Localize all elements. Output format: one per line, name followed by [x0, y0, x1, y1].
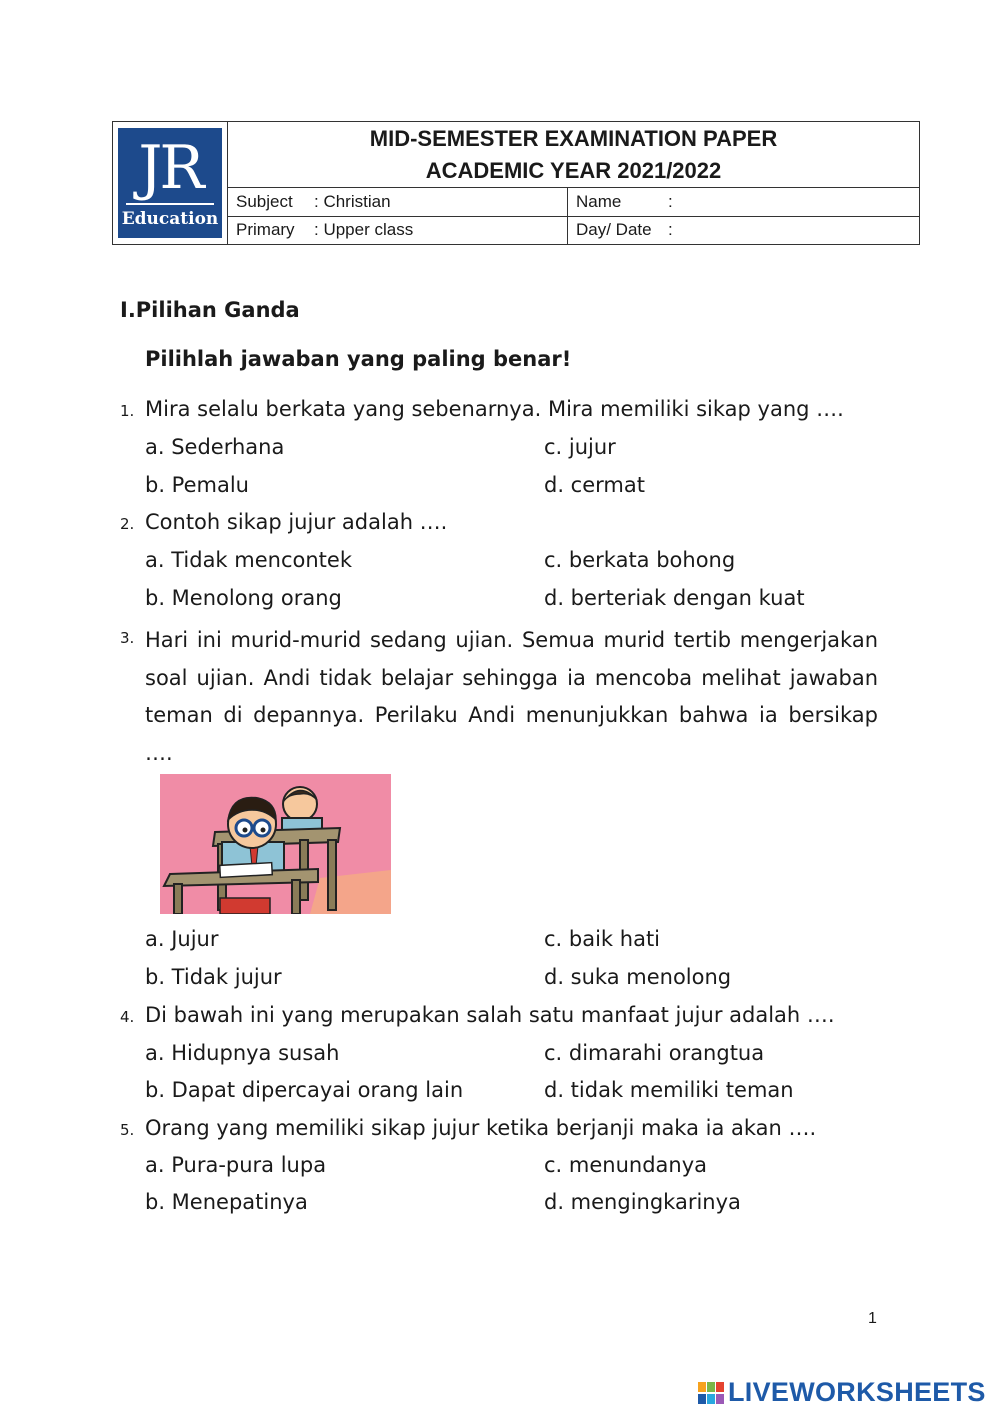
q3-option-b[interactable]: b. Tidak jujur: [145, 965, 282, 989]
q2-option-b[interactable]: b. Menolong orang: [145, 586, 342, 610]
q1-option-c[interactable]: c. jujur: [544, 435, 616, 459]
q2-option-a[interactable]: a. Tidak mencontek: [145, 548, 352, 572]
logo-subtext: Education: [121, 209, 219, 229]
liveworksheets-text: LIVEWORKSHEETS: [728, 1377, 986, 1407]
page-number: 1: [868, 1310, 877, 1327]
q5-option-c[interactable]: c. menundanya: [544, 1153, 708, 1177]
logo-text: JR: [138, 133, 202, 203]
q4-option-a[interactable]: a. Hidupnya susah: [145, 1041, 340, 1065]
question-2-number: 2.: [120, 515, 135, 533]
students-cheating-illustration: [160, 774, 391, 914]
question-5-text: Orang yang memiliki sikap jujur ketika berjanji maka ia akan ….: [145, 1116, 817, 1140]
exam-header: [112, 121, 920, 245]
question-1-number: 1.: [120, 402, 135, 420]
logo-cell: [113, 122, 228, 244]
subject-label: Subject: [236, 191, 293, 211]
primary-label: Primary: [236, 220, 295, 240]
q1-option-a[interactable]: a. Sederhana: [145, 435, 285, 459]
section-heading: I.Pilihan Ganda: [120, 298, 300, 322]
logo-divider: [126, 203, 214, 205]
title-line-2: ACADEMIC YEAR 2021/2022: [425, 157, 722, 183]
info-row-2: [228, 216, 919, 245]
liveworksheets-logo-icon: [698, 1382, 724, 1404]
q1-option-d[interactable]: d. cermat: [544, 473, 645, 497]
title-line-1: MID-SEMESTER EXAMINATION PAPER: [369, 125, 778, 151]
date-cell[interactable]: [568, 217, 919, 245]
q4-option-b[interactable]: b. Dapat dipercayai orang lain: [145, 1078, 464, 1102]
primary-cell: [228, 217, 568, 245]
info-row-1: [228, 188, 919, 216]
subject-cell: [228, 188, 568, 216]
question-4-number: 4.: [120, 1008, 135, 1026]
question-3-number: 3.: [120, 629, 135, 647]
q2-option-d[interactable]: d. berteriak dengan kuat: [544, 586, 805, 610]
name-label: Name: [576, 191, 622, 211]
q4-option-d[interactable]: d. tidak memiliki teman: [544, 1078, 794, 1102]
name-value: :: [668, 191, 673, 211]
date-value: :: [668, 220, 673, 240]
q1-option-b[interactable]: b. Pemalu: [145, 473, 249, 497]
q2-option-c[interactable]: c. berkata bohong: [544, 548, 736, 572]
question-4-text: Di bawah ini yang merupakan salah satu manfaat jujur adalah ….: [145, 1003, 835, 1027]
question-2-text: Contoh sikap jujur adalah ….: [145, 510, 448, 534]
question-1-text: Mira selalu berkata yang sebenarnya. Mira memiliki sikap yang ….: [145, 397, 844, 421]
q5-option-a[interactable]: a. Pura-pura lupa: [145, 1153, 327, 1177]
name-cell[interactable]: [568, 188, 919, 216]
q5-option-d[interactable]: d. mengingkarinya: [544, 1190, 741, 1214]
q3-option-d[interactable]: d. suka menolong: [544, 965, 732, 989]
subject-value: : Christian: [314, 191, 391, 211]
jr-education-logo: [118, 128, 222, 238]
q3-option-c[interactable]: c. baik hati: [544, 927, 661, 951]
q5-option-b[interactable]: b. Menepatinya: [145, 1190, 308, 1214]
q4-option-c[interactable]: c. dimarahi orangtua: [544, 1041, 765, 1065]
q3-option-a[interactable]: a. Jujur: [145, 927, 219, 951]
date-label: Day/ Date: [576, 220, 652, 240]
question-5-number: 5.: [120, 1121, 135, 1139]
header-info: [228, 122, 919, 244]
section-instruction: Pilihlah jawaban yang paling benar!: [145, 347, 572, 371]
liveworksheets-watermark: [698, 1377, 986, 1408]
primary-value: : Upper class: [314, 220, 414, 240]
exam-title: [228, 122, 919, 188]
question-3-text: Hari ini murid-murid sedang ujian. Semua murid tertib mengerjakan soal ujian. Andi tidak belajar sehingga ia mencoba melihat jawaban teman di depannya. Perilaku Andi menunjukkan bahwa ia bersikap ….: [145, 628, 878, 766]
